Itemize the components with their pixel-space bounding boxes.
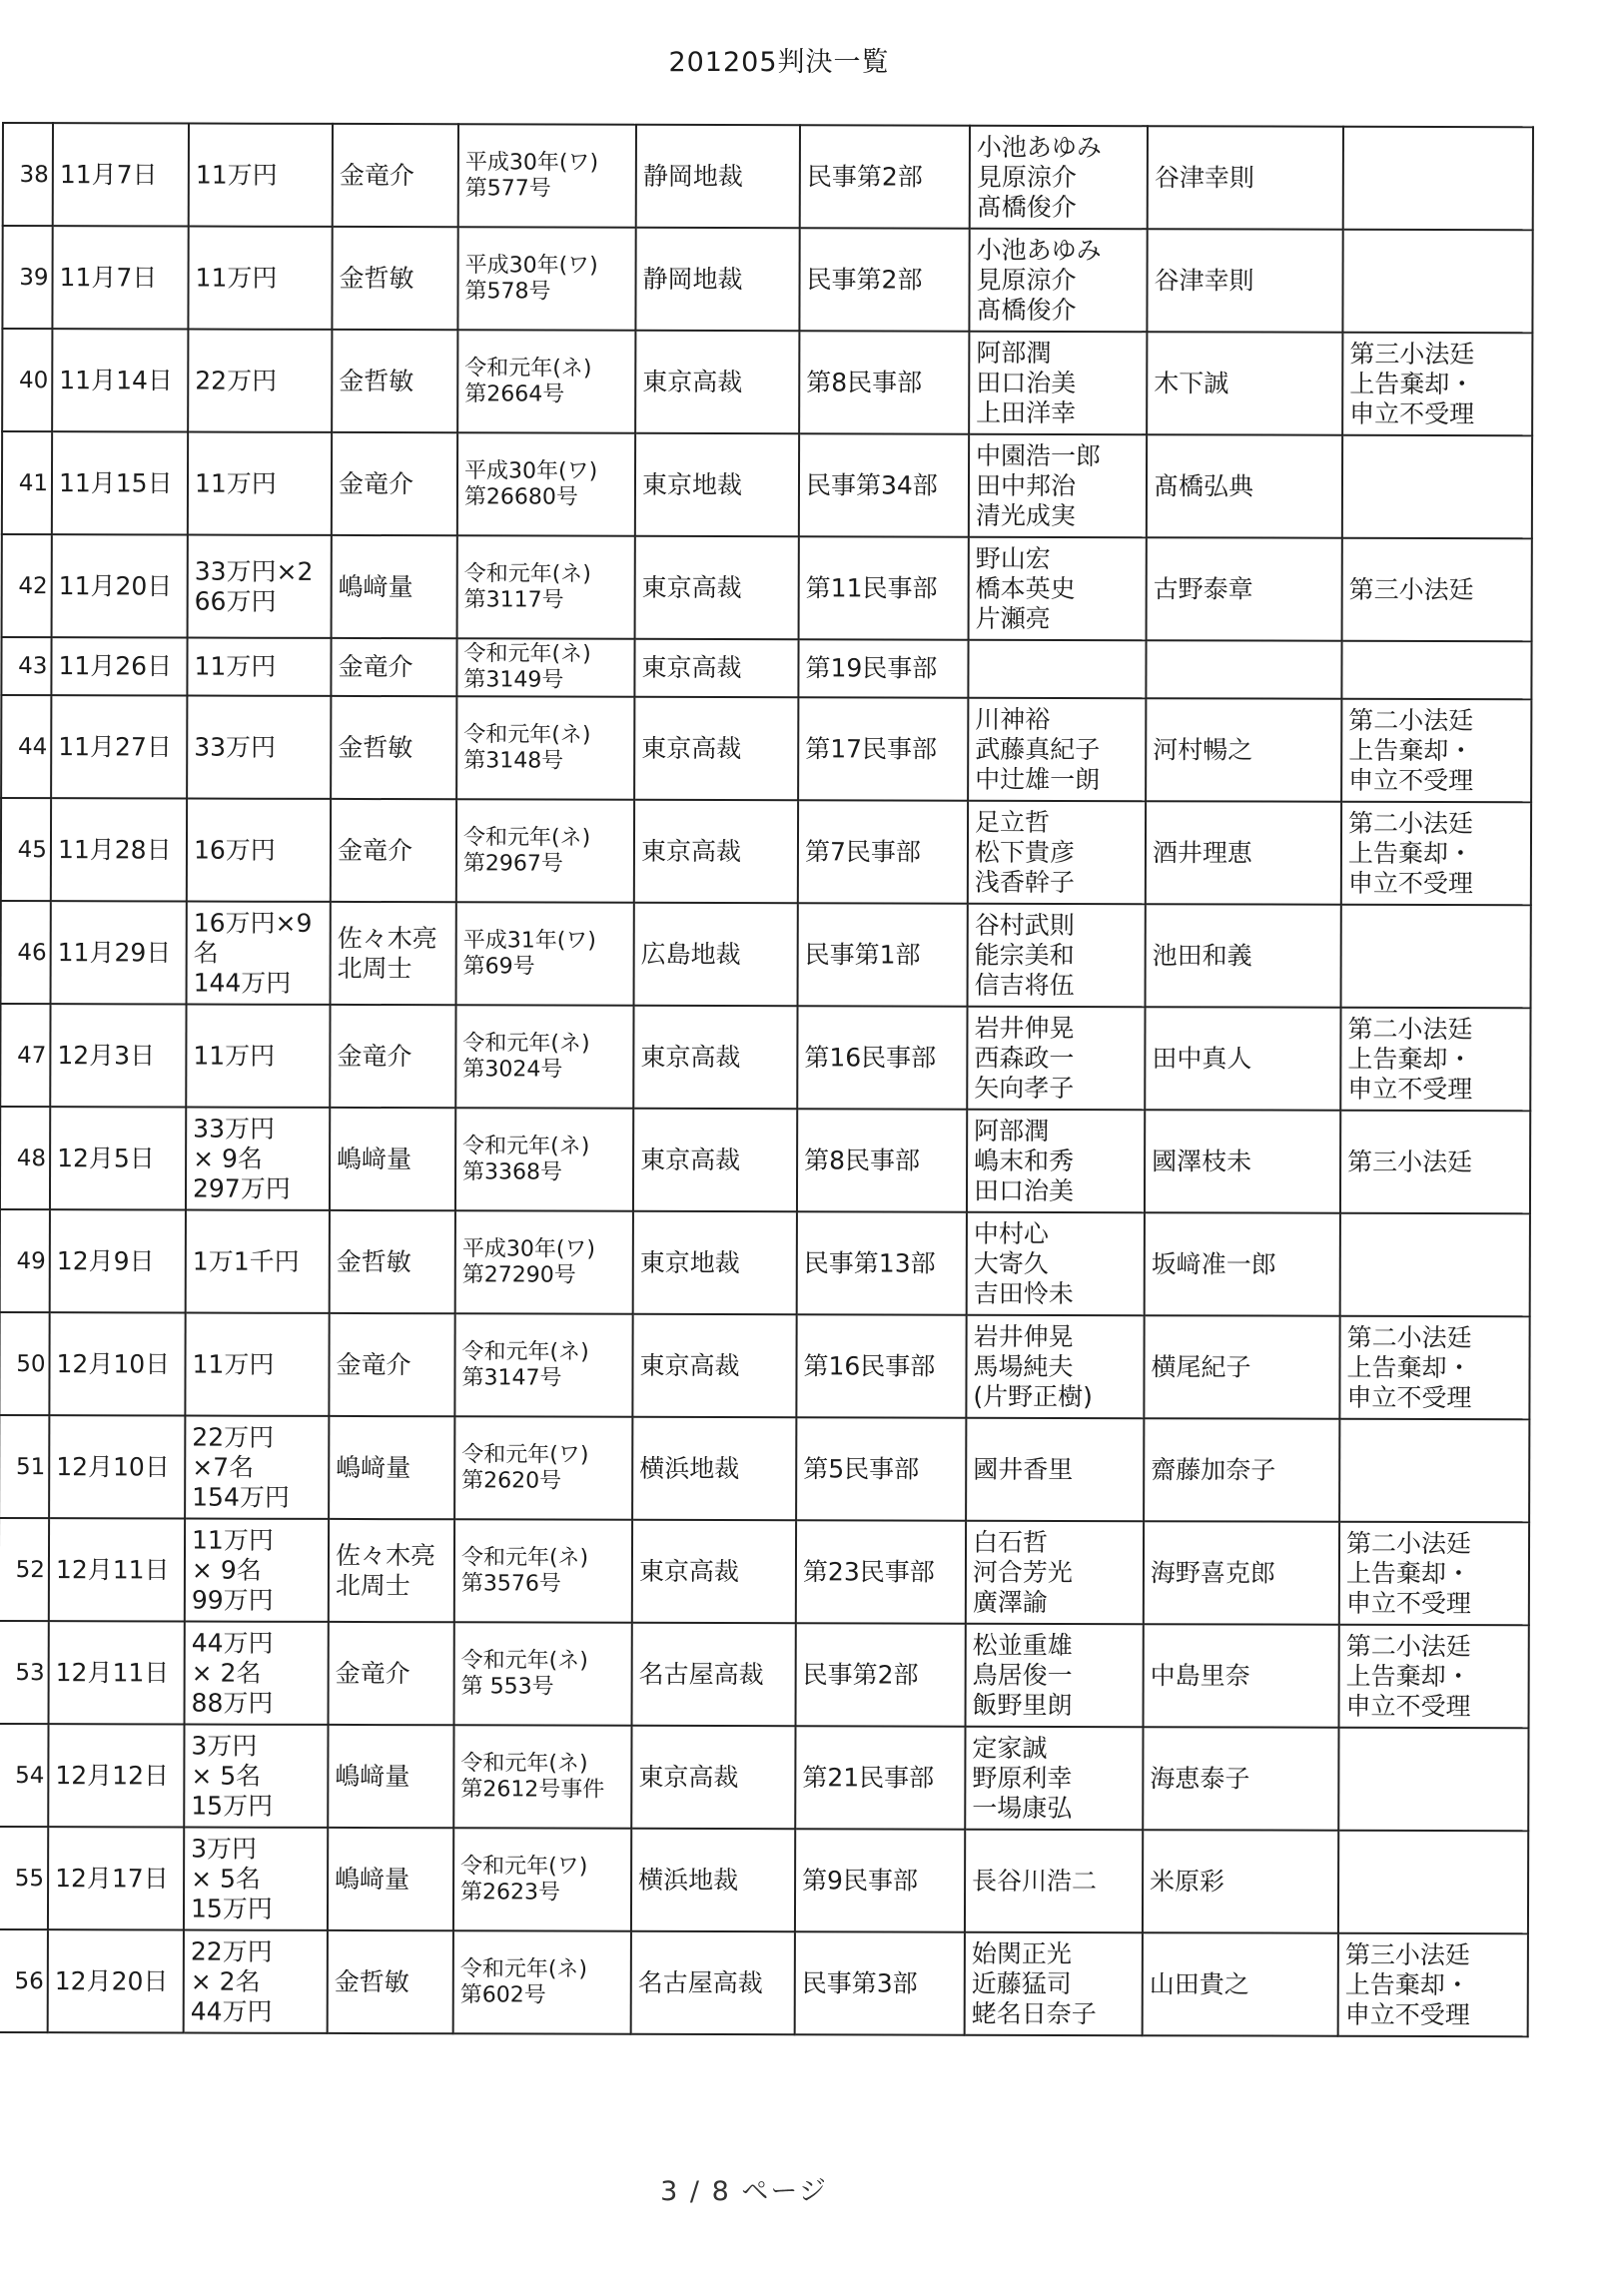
case-number: 平成30年(ワ) 第27290号 [455,1210,633,1313]
judgment-date: 11月7日 [53,123,189,226]
court-name: 東京高裁 [634,639,798,697]
case-number: 令和元年(ネ) 第602号 [453,1930,631,2033]
appeal-result: 第二小法廷 上告棄却・ 申立不受理 [1340,1008,1530,1112]
appeal-result: 第三小法廷 [1340,1111,1530,1214]
row-number: 41 [2,431,52,534]
defendant-name: 金竜介 [329,1622,454,1725]
appeal-result [1341,641,1531,700]
court-name: 広島地裁 [634,903,798,1006]
defendant-name: 嶋﨑量 [329,1416,454,1519]
damages-amount: 22万円 × 2名 44万円 [184,1930,328,2033]
case-number: 令和元年(ネ) 第3148号 [456,696,634,799]
case-number: 平成30年(ワ) 第577号 [458,124,636,227]
opposing-counsel: 河村暢之 [1146,698,1341,802]
court-name: 静岡地裁 [635,228,799,331]
case-number: 令和元年(ネ) 第2967号 [456,799,634,902]
row-number: 48 [0,1107,50,1209]
judges-names: 中村心 大寄久 吉田怜未 [967,1212,1145,1315]
damages-amount: 11万円 [187,638,331,696]
opposing-counsel: 海恵泰子 [1143,1727,1338,1831]
judges-names [968,640,1146,698]
damages-amount: 11万円 [188,227,332,330]
damages-amount: 33万円×2 66万円 [188,535,332,638]
appeal-result [1342,435,1532,539]
opposing-counsel: 谷津幸則 [1147,229,1342,333]
case-number: 令和元年(ネ) 第 553号 [454,1622,632,1725]
court-division: 第16民事部 [797,1006,967,1109]
case-number: 令和元年(ネ) 第3117号 [457,535,635,638]
case-number: 令和元年(ネ) 第2664号 [457,330,635,432]
judgment-date: 12月3日 [50,1004,186,1107]
appeal-result [1338,1831,1528,1934]
judges-names: 阿部潤 田口治美 上田洋幸 [969,332,1147,434]
court-division: 第19民事部 [798,639,968,697]
court-division: 第8民事部 [799,331,969,433]
table-row [2,431,1532,538]
judges-names: 谷村武則 能宗美和 信吉将伍 [968,904,1146,1007]
judgment-date: 11月28日 [51,798,187,901]
damages-amount: 11万円 × 9名 99万円 [185,1519,329,1622]
table-row [3,123,1533,230]
case-number: 平成30年(ワ) 第578号 [457,227,635,330]
opposing-counsel: 海野喜克郎 [1144,1521,1339,1625]
table-row [1,695,1531,802]
defendant-name: 金哲敏 [328,1930,453,2033]
defendant-name: 金竜介 [330,1005,455,1108]
defendant-name: 金竜介 [329,1313,454,1416]
judgment-table [0,122,1534,2037]
court-division: 民事第34部 [799,433,969,536]
case-number: 令和元年(ネ) 第2612号事件 [453,1725,631,1828]
case-number: 平成31年(ワ) 第69号 [456,902,634,1005]
table-row [2,226,1532,333]
row-number: 47 [0,1004,50,1107]
row-number: 53 [0,1621,49,1724]
case-number: 令和元年(ネ) 第3024号 [455,1005,633,1108]
defendant-name: 嶋﨑量 [332,535,457,638]
appeal-result: 第三小法廷 上告棄却・ 申立不受理 [1338,1933,1528,2037]
damages-amount: 11万円 [189,124,333,227]
opposing-counsel: 古野泰章 [1147,537,1342,641]
judgment-date: 12月11日 [49,1518,185,1621]
judges-names: 長谷川浩二 [965,1830,1143,1932]
row-number: 40 [2,329,52,431]
damages-amount: 16万円×9 名 144万円 [187,902,331,1005]
table-row [0,1827,1528,1933]
judgment-date: 12月9日 [50,1209,186,1312]
damages-amount: 1万1千円 [186,1210,330,1313]
defendant-name: 嶋﨑量 [330,1108,455,1210]
judges-names: 國井香里 [966,1418,1144,1521]
court-division: 民事第2部 [796,1623,966,1726]
judges-names: 阿部潤 嶋末和秀 田口治美 [967,1110,1145,1212]
opposing-counsel [1146,640,1341,699]
appeal-result [1343,127,1533,231]
judgment-date: 12月10日 [49,1415,185,1518]
damages-amount: 11万円 [185,1313,329,1416]
court-name: 東京高裁 [635,536,799,639]
table-row [0,1724,1529,1831]
row-number: 52 [0,1518,49,1621]
damages-amount: 33万円 × 9名 297万円 [186,1108,330,1210]
judges-names: 岩井伸晃 馬場純夫 (片野正樹) [966,1315,1144,1418]
opposing-counsel: 米原彩 [1143,1830,1338,1933]
judges-names: 野山宏 橋本英史 片瀬亮 [969,537,1147,640]
page-title: 201205判決一覧 [668,47,890,78]
court-division: 民事第3部 [795,1931,965,2034]
judges-names: 川神裕 武藤真紀子 中辻雄一朗 [968,698,1146,801]
court-name: 東京高裁 [633,1006,797,1109]
court-division: 第16民事部 [796,1314,966,1417]
defendant-name: 嶋﨑量 [328,1725,453,1828]
judgment-date: 11月20日 [52,534,188,637]
court-name: 横浜地裁 [631,1829,795,1931]
court-division: 第11民事部 [799,536,969,639]
defendant-name: 嶋﨑量 [328,1828,453,1930]
court-division: 第9民事部 [795,1829,965,1931]
table-row [0,1415,1529,1522]
table-row [1,798,1531,905]
opposing-counsel: 横尾紀子 [1144,1315,1339,1419]
court-division: 第17民事部 [798,697,968,800]
opposing-counsel: 田中真人 [1145,1007,1340,1111]
case-number: 平成30年(ワ) 第26680号 [457,432,635,535]
row-number: 38 [3,123,53,226]
appeal-result [1340,1213,1530,1317]
row-number: 49 [0,1209,50,1312]
row-number: 45 [1,798,51,901]
appeal-result: 第三小法廷 上告棄却・ 申立不受理 [1342,333,1532,436]
judgment-date: 12月10日 [49,1312,185,1415]
judgment-date: 11月14日 [52,329,188,431]
case-number: 令和元年(ネ) 第3576号 [454,1519,632,1622]
court-name: 横浜地裁 [632,1417,796,1520]
defendant-name: 佐々木亮 北周士 [331,902,456,1005]
table-body [0,123,1533,2036]
court-name: 東京高裁 [634,800,798,903]
opposing-counsel: 齋藤加奈子 [1144,1418,1339,1522]
opposing-counsel: 國澤枝未 [1145,1110,1340,1213]
row-number: 39 [2,226,52,329]
damages-amount: 3万円 × 5名 15万円 [184,1828,328,1930]
court-name: 東京地裁 [635,433,799,536]
court-name: 名古屋高裁 [632,1623,796,1726]
judgment-date: 11月26日 [51,637,187,695]
row-number: 42 [2,534,52,637]
judges-names: 小池あゆみ 見原涼介 髙橋俊介 [970,126,1148,229]
judgment-date: 12月5日 [50,1107,186,1209]
court-name: 東京高裁 [633,1109,797,1211]
table-row [2,534,1532,641]
table-row [0,1209,1530,1316]
damages-amount: 11万円 [186,1005,330,1108]
opposing-counsel: 髙橋弘典 [1147,434,1342,538]
page-number: 3 / 8 ページ [660,2176,828,2207]
judges-names: 松並重雄 鳥居俊一 飯野里朗 [966,1624,1144,1727]
table-row [0,1929,1528,2036]
judges-names: 岩井伸晃 西森政一 矢向孝子 [967,1007,1145,1110]
opposing-counsel: 山田貴之 [1143,1932,1338,2036]
defendant-name: 金哲敏 [330,1210,455,1313]
damages-amount: 44万円 × 2名 88万円 [185,1622,329,1725]
judges-names: 足立哲 松下貴彦 浅香幹子 [968,801,1146,904]
appeal-result: 第二小法廷 上告棄却・ 申立不受理 [1339,1625,1529,1729]
opposing-counsel: 木下誠 [1147,332,1342,435]
damages-amount: 11万円 [188,432,332,535]
court-division: 第23民事部 [796,1520,966,1623]
table-row [0,1312,1530,1419]
court-division: 民事第13部 [797,1211,967,1314]
appeal-result [1341,905,1531,1009]
damages-amount: 16万円 [187,799,331,902]
case-number: 令和元年(ネ) 第3368号 [455,1108,633,1210]
table-row [0,1518,1529,1625]
court-name: 静岡地裁 [636,125,800,228]
table-row [1,901,1531,1008]
judgment-date: 12月12日 [48,1724,184,1827]
court-division: 民事第2部 [800,125,970,228]
judges-names: 始関正光 近藤猛司 蛯名日奈子 [965,1932,1143,2035]
case-number: 令和元年(ネ) 第3149号 [456,638,634,696]
row-number: 54 [0,1724,49,1827]
appeal-result [1339,1419,1529,1523]
judges-names: 白石哲 河合芳光 廣澤諭 [966,1521,1144,1624]
appeal-result [1338,1728,1528,1832]
damages-amount: 22万円 ×7名 154万円 [185,1416,329,1519]
court-name: 名古屋高裁 [631,1931,795,2034]
appeal-result: 第二小法廷 上告棄却・ 申立不受理 [1341,699,1531,803]
judges-names: 定家誠 野原利幸 一場康弘 [965,1727,1143,1830]
judges-names: 小池あゆみ 見原涼介 髙橋俊介 [969,229,1147,332]
judgment-date: 11月27日 [51,695,187,798]
court-division: 第5民事部 [796,1417,966,1520]
appeal-result: 第二小法廷 上告棄却・ 申立不受理 [1339,1316,1529,1420]
court-division: 第7民事部 [798,800,968,903]
defendant-name: 金竜介 [333,124,458,227]
damages-amount: 22万円 [188,330,332,432]
defendant-name: 金竜介 [331,799,456,902]
judgment-date: 12月17日 [48,1827,184,1929]
opposing-counsel: 谷津幸則 [1148,126,1343,230]
defendant-name: 金哲敏 [332,330,457,432]
court-division: 第21民事部 [795,1726,965,1829]
appeal-result [1342,230,1532,334]
defendant-name: 金竜介 [332,432,457,535]
court-division: 民事第2部 [799,228,969,331]
court-name: 東京地裁 [633,1211,797,1314]
row-number: 51 [0,1415,49,1518]
row-number: 46 [1,901,51,1004]
court-name: 東京高裁 [632,1314,796,1417]
opposing-counsel: 池田和義 [1146,904,1341,1008]
judgment-date: 12月11日 [49,1621,185,1724]
court-division: 第8民事部 [797,1109,967,1211]
row-number: 44 [1,695,51,798]
court-division: 民事第1部 [798,903,968,1006]
opposing-counsel: 坂﨑准一郎 [1145,1212,1340,1316]
opposing-counsel: 酒井理恵 [1146,801,1341,905]
judgment-date: 11月15日 [52,431,188,534]
court-name: 東京高裁 [631,1726,795,1829]
court-name: 東京高裁 [634,697,798,800]
appeal-result: 第三小法廷 [1342,538,1532,642]
case-number: 令和元年(ワ) 第2623号 [453,1828,631,1930]
court-name: 東京高裁 [635,331,799,433]
defendant-name: 佐々木亮 北周士 [329,1519,454,1622]
case-number: 令和元年(ネ) 第3147号 [454,1313,632,1416]
row-number: 43 [1,637,51,695]
appeal-result: 第二小法廷 上告棄却・ 申立不受理 [1341,802,1531,906]
table-row [0,1004,1530,1111]
defendant-name: 金哲敏 [331,696,456,799]
table-row [0,1107,1530,1213]
row-number: 56 [0,1929,48,2032]
judgment-date: 11月29日 [51,901,187,1004]
table-row [1,637,1531,699]
row-number: 50 [0,1312,50,1415]
table-row [0,1621,1529,1728]
opposing-counsel: 中島里奈 [1144,1624,1339,1728]
court-name: 東京高裁 [632,1520,796,1623]
judges-names: 中園浩一郎 田中邦治 清光成実 [969,434,1147,537]
defendant-name: 金竜介 [331,638,456,696]
damages-amount: 3万円 × 5名 15万円 [184,1725,328,1828]
defendant-name: 金哲敏 [332,227,457,330]
judgment-date: 12月20日 [48,1929,184,2032]
table-row [2,329,1532,435]
case-number: 令和元年(ワ) 第2620号 [454,1416,632,1519]
row-number: 55 [0,1827,48,1929]
appeal-result: 第二小法廷 上告棄却・ 申立不受理 [1339,1522,1529,1626]
damages-amount: 33万円 [187,696,331,799]
judgment-date: 11月7日 [52,226,188,329]
